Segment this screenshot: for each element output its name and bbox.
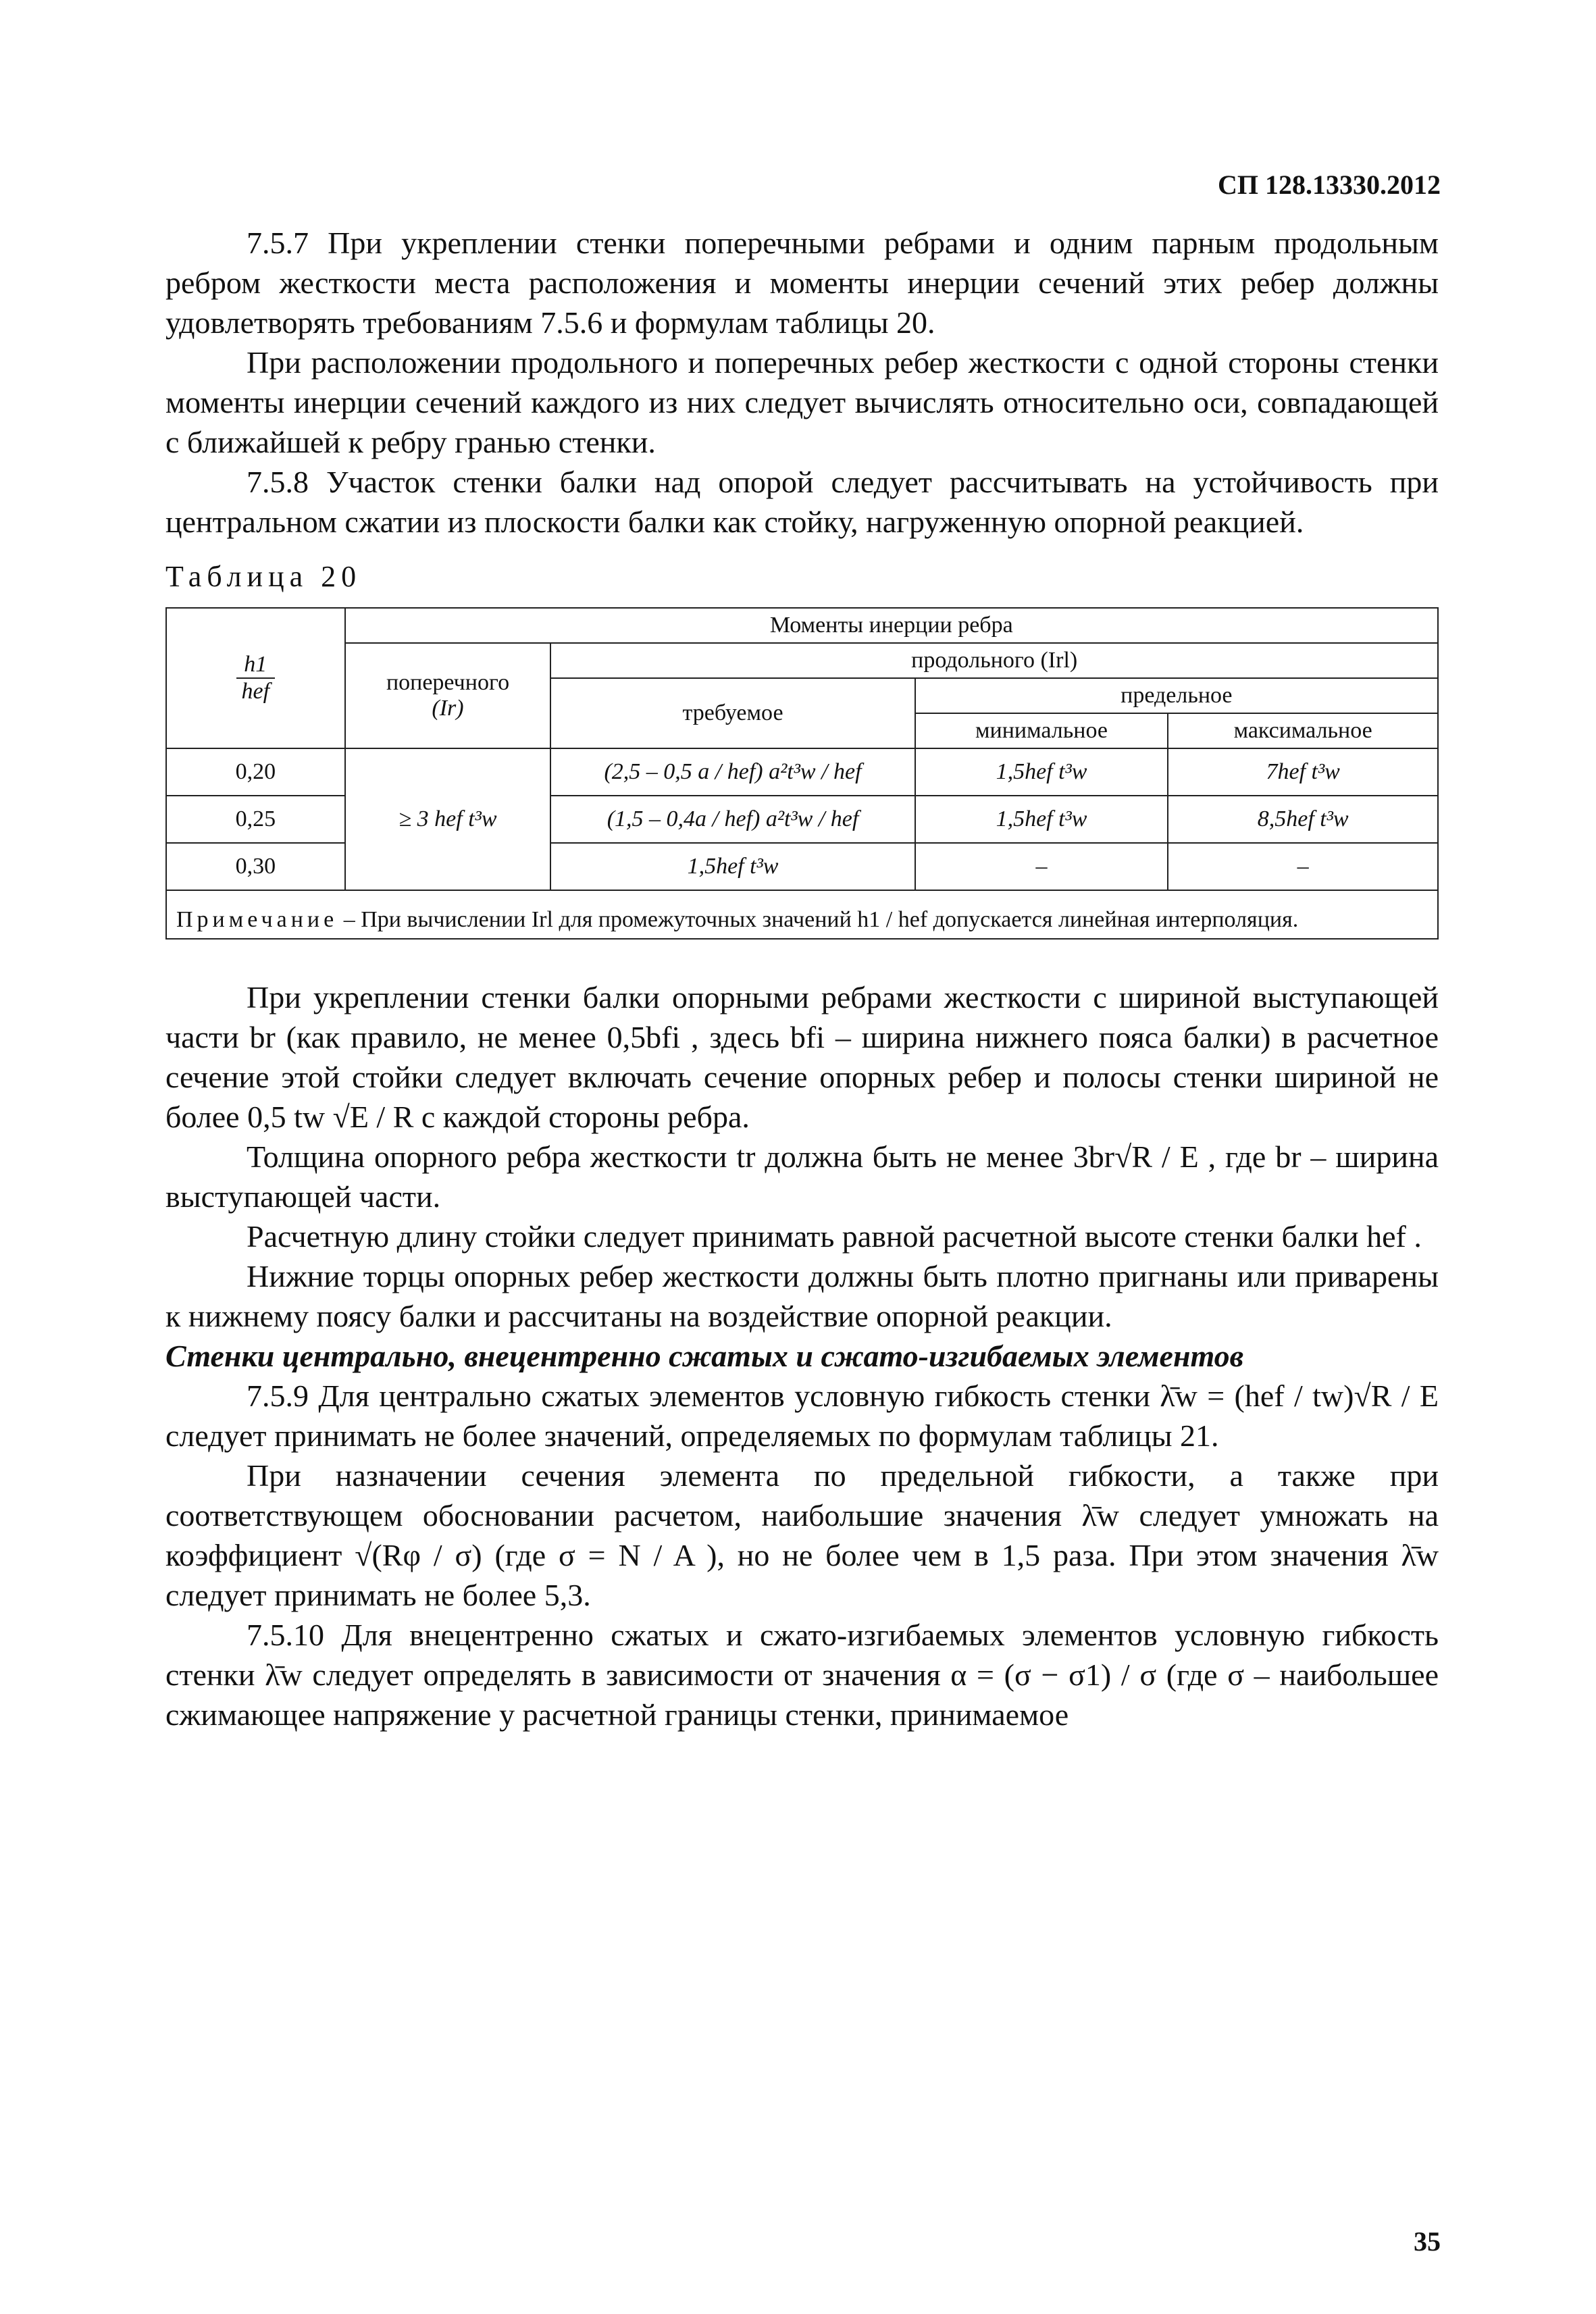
minimal-header: минимальное xyxy=(915,713,1168,748)
max-cell: 7hef t³w xyxy=(1168,748,1438,796)
transverse-value-cell: ≥ 3 hef t³w xyxy=(345,748,551,890)
paragraph-7-5-10: 7.5.10 Для внецентренно сжатых и сжато-изгибаемых элементов условную гибкость стенки λ̄w следует определять в зависимости от значения α = (σ − σ1) / σ (где σ – наибольшее сжимающее напряжение у расчетной границы стенки, принимаемое xyxy=(165,1618,1439,1732)
page-number: 35 xyxy=(1414,2226,1441,2257)
min-cell: 1,5hef t³w xyxy=(915,796,1168,843)
note-text: – При вычислении Irl для промежуточных значений h1 / hef допускается линейная интерполяция. xyxy=(343,907,1299,932)
required-cell: (1,5 – 0,4a / hef) a²t³w / hef xyxy=(550,796,915,843)
table-title: Таблица 20 xyxy=(165,560,362,593)
ratio-numerator: h1 xyxy=(236,652,276,679)
longitudinal-header: продольного (Irl) xyxy=(550,643,1438,678)
paragraph-limit-slenderness: При назначении сечения элемента по предельной гибкости, а также при соответствующем обосновании расчетом, наибольшие значения λ̄w следует умножать на коэффициент √(Rφ / σ) (где σ = N / A ), но не более чем в 1,5 раза. При этом значения λ̄w следует принимать не более 5,3. xyxy=(165,1458,1439,1612)
paragraph-rib-ends: Нижние торцы опорных ребер жесткости должны быть плотно пригнаны или приварены к нижнему поясу балки и рассчитаны на воздействие опорной реакции. xyxy=(165,1259,1439,1333)
paragraph-rib-thickness: Толщина опорного ребра жесткости tr должна быть не менее 3br√R / E , где br – ширина выступающей части. xyxy=(165,1139,1439,1214)
transverse-header xyxy=(345,643,551,748)
paragraph-support-ribs: При укреплении стенки балки опорными ребрами жесткости с шириной выступающей части br (как правило, не менее 0,5bfi , здесь bfi – ширина нижнего пояса балки) в расчетное сечение этой стойки следует включать сечение опорных ребер и полосы стенки шириной не более 0,5 tw √E / R с каждой стороны ребра. xyxy=(165,980,1439,1134)
limit-header: предельное xyxy=(915,678,1438,713)
paragraph-design-length: Расчетную длину стойки следует принимать равной расчетной высоте стенки балки hef . xyxy=(247,1219,1422,1254)
ratio-fraction xyxy=(236,652,276,704)
transverse-label: поперечного xyxy=(386,670,510,695)
ratio-header-cell xyxy=(166,608,345,748)
required-cell: 1,5hef t³w xyxy=(550,843,915,890)
transverse-symbol: (Ir) xyxy=(432,696,464,721)
paragraph-7-5-7: 7.5.7 При укреплении стенки поперечными ребрами и одним парным продольным ребром жесткости места расположения и моменты инерции сечений этих ребер должны удовлетворять требованиям 7.5.6 и формулам таблицы 20. xyxy=(165,226,1439,340)
table-20 xyxy=(165,607,1439,940)
moments-header: Моменты инерции ребра xyxy=(345,608,1438,643)
paragraph-7-5-8: 7.5.8 Участок стенки балки над опорой следует рассчитывать на устойчивость при центральном сжатии из плоскости балки как стойку, нагруженную опорной реакцией. xyxy=(165,465,1439,539)
required-header: требуемое xyxy=(550,678,915,748)
ratio-cell: 0,20 xyxy=(166,748,345,796)
max-cell: – xyxy=(1168,843,1438,890)
page-body xyxy=(165,223,1439,1734)
ratio-denominator: hef xyxy=(241,679,270,704)
note-label: Примечание xyxy=(176,907,338,932)
required-cell: (2,5 – 0,5 a / hef) a²t³w / hef xyxy=(550,748,915,796)
maximal-header: максимальное xyxy=(1168,713,1438,748)
ratio-cell: 0,25 xyxy=(166,796,345,843)
section-title: Стенки центрально, внецентренно сжатых и сжато-изгибаемых элементов xyxy=(165,1339,1244,1373)
paragraph-7-5-9: 7.5.9 Для центрально сжатых элементов условную гибкость стенки λ̄w = (hef / tw)√R / E следует принимать не более значений, определяемых по формулам таблицы 21. xyxy=(165,1379,1439,1453)
table-note xyxy=(166,890,1438,939)
min-cell: – xyxy=(915,843,1168,890)
ratio-cell: 0,30 xyxy=(166,843,345,890)
max-cell: 8,5hef t³w xyxy=(1168,796,1438,843)
standard-code-header: СП 128.13330.2012 xyxy=(1218,170,1441,200)
min-cell: 1,5hef t³w xyxy=(915,748,1168,796)
paragraph-ribs-one-side: При расположении продольного и поперечных ребер жесткости с одной стороны стенки моменты инерции сечений каждого из них следует вычислять относительно оси, совпадающей с ближайшей к ребру гранью стенки. xyxy=(165,345,1439,459)
